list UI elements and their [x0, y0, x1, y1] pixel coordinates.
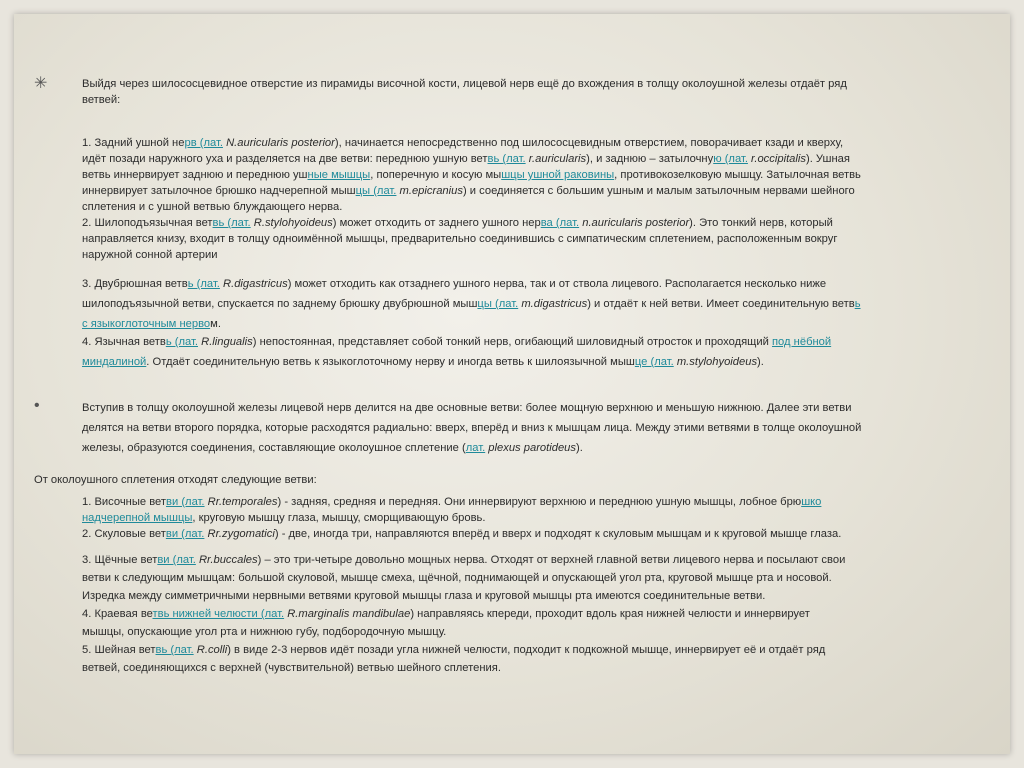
text-line — [82, 231, 837, 247]
text-segment: Rr.zygomatici — [207, 528, 275, 540]
text-segment: Rr.temporales — [207, 496, 278, 508]
text-segment: m.epicranius — [399, 185, 463, 197]
text-segment: иннервирует затылочное брюшко надчерепной мыш — [82, 185, 356, 197]
text-segment: R.marginalis mandibulae — [287, 608, 411, 620]
text-segment: м. — [210, 318, 221, 330]
text-segment: ветви к следующим мышцам: большой скуловой, мышце смеха, щёчной, поднимающей и опускающей угол рта, круговой мышце рта и носовой. — [82, 572, 832, 584]
text-line — [82, 215, 833, 231]
text-line — [82, 494, 821, 510]
text-segment: r.auricularis — [528, 153, 587, 165]
text-segment: шилоподъязычной ветви, спускается по заднему брюшку двубрюшной мыш — [82, 298, 478, 310]
text-segment: ) - задняя, средняя и передняя. Они иннервируют верхнюю и переднюю ушную мышцы, лобное брю — [277, 496, 802, 508]
text-segment: ) непостоянная, представляет собой тонкий нерв, огибающий шиловидный отросток и проходящий — [252, 336, 772, 348]
wiki-link[interactable]: под нёбной — [772, 336, 832, 348]
text-segment: r.occipitalis — [751, 153, 806, 165]
text-segment: От околоушного сплетения отходят следующие ветви: — [34, 474, 317, 486]
text-segment: R.lingualis — [201, 336, 253, 348]
text-line — [82, 606, 810, 622]
text-line — [82, 151, 850, 167]
text-line — [82, 588, 765, 604]
wiki-link[interactable]: ные мышцы — [307, 169, 371, 181]
text-segment: ) - две, иногда три, направляются вперёд и вверх и подходят к скуловым мышцам и к круговой мышце глаза. — [274, 528, 842, 540]
text-segment: 5. Шейная вет — [82, 644, 156, 656]
wiki-link[interactable]: ва (лат. — [540, 217, 580, 229]
text-segment: R.stylohyoideus — [253, 217, 333, 229]
text-segment: , поперечную и косую мы — [370, 169, 502, 181]
slide — [14, 14, 1010, 754]
wiki-link[interactable]: рв (лат. — [184, 137, 223, 149]
text-line — [82, 526, 841, 542]
text-segment: идёт позади наружного уха и разделяется на две ветви: переднюю ушную вет — [82, 153, 488, 165]
text-segment: m.digastricus — [521, 298, 588, 310]
text-line — [82, 510, 485, 526]
wiki-link[interactable]: надчерепной мышцы — [82, 512, 193, 524]
wiki-link[interactable]: ь — [854, 298, 861, 310]
text-segment: . Отдаёт соединительную ветвь к языкоглоточному нерву и иногда ветвь к шилоязычной мыш — [146, 356, 635, 368]
text-segment: , противокозелковую мышцу. Затылочная ветвь — [614, 169, 861, 181]
text-segment: Выйдя через шилососцевидное отверстие из пирамиды височной кости, лицевой нерв ещё до вхождения в толщу околоушной железы отдаёт ряд — [82, 78, 847, 90]
wiki-link[interactable]: ви (лат. — [157, 554, 196, 566]
text-segment: ) направляясь кпереди, проходит вдоль края нижней челюсти и иннервирует — [410, 608, 810, 620]
bullet-marker: • — [34, 397, 40, 414]
text-segment: ) и соединяется с большим ушным и малым затылочным нервами шейного — [462, 185, 855, 197]
text-segment: ) и отдаёт к ней ветви. Имеет соединительную ветв — [587, 298, 855, 310]
text-segment: направляется книзу, входит в толщу одноимённой мышцы, предварительно соединившись с симпатическим сплетением, расположенным вокруг — [82, 233, 838, 245]
text-line — [82, 135, 843, 151]
text-segment: 2. Скуловые вет — [82, 528, 166, 540]
wiki-link[interactable]: ь (лат. — [187, 278, 220, 290]
text-segment: ) может отходить как отзаднего ушного нерва, так и от ствола лицевого. Располагается несколько ниже — [287, 278, 827, 290]
text-line — [82, 420, 861, 436]
wiki-link[interactable]: с языкоглоточным нерво — [82, 318, 211, 330]
wiki-link[interactable]: цы (лат. — [477, 298, 519, 310]
text-segment: 1. Задний ушной не — [82, 137, 185, 149]
text-line — [82, 167, 861, 183]
text-segment: ветвей: — [82, 94, 121, 106]
wiki-link[interactable]: цы (лат. — [355, 185, 397, 197]
text-segment: ). Это тонкий нерв, который — [689, 217, 833, 229]
wiki-link[interactable]: шко — [801, 496, 822, 508]
wiki-link[interactable]: твь нижней челюсти (лат. — [152, 608, 285, 620]
wiki-link[interactable]: це (лат. — [634, 356, 674, 368]
text-line — [82, 354, 764, 370]
text-segment: железы, образуются соединения, составляющие околоушное сплетение ( — [82, 442, 466, 454]
wiki-link[interactable]: ви (лат. — [166, 496, 205, 508]
text-segment: ). — [757, 356, 764, 368]
text-line — [82, 76, 847, 92]
wiki-link[interactable]: миндалиной — [82, 356, 147, 368]
text-segment: R.colli — [196, 644, 228, 656]
text-line — [82, 296, 861, 312]
wiki-link[interactable]: шцы ушной раковины — [501, 169, 615, 181]
text-segment: делятся на ветви второго порядка, которые расходятся радиально: вверх, вперёд и вниз к мышцам лица. Между этими ветвями в толще околоушной — [82, 422, 862, 434]
text-line — [82, 570, 832, 586]
text-line — [82, 440, 583, 456]
wiki-link[interactable]: лат. — [465, 442, 486, 454]
wiki-link[interactable]: ви (лат. — [165, 528, 205, 540]
text-segment: m.stylohyoideus — [676, 356, 758, 368]
text-segment: ). Ушная — [805, 153, 850, 165]
text-segment: ), и заднюю – затылочну — [586, 153, 714, 165]
text-line — [82, 316, 221, 332]
wiki-link[interactable]: вь (лат. — [155, 644, 194, 656]
text-segment: ) – это три-четыре довольно мощных нерва. Отходят от верхней главной ветви лицевого нерва и посылают свои — [257, 554, 846, 566]
text-line — [82, 247, 217, 263]
wiki-link[interactable]: ь (лат. — [165, 336, 198, 348]
text-segment: 4. Язычная ветв — [82, 336, 166, 348]
text-segment: ветвей, соединяющихся с верхней (чувствительной) ветвью шейного сплетения. — [82, 662, 501, 674]
text-segment: 3. Двубрюшная ветв — [82, 278, 188, 290]
text-segment: наружной сонной артерии — [82, 249, 218, 261]
text-segment: n.auricularis posterior — [582, 217, 690, 229]
text-segment: Вступив в толщу околоушной железы лицевой нерв делится на две основные ветви: более мощную верхнюю и меньшую нижнюю. Далее эти ветви — [82, 402, 852, 414]
text-line — [82, 199, 342, 215]
text-segment: R.digastricus — [223, 278, 288, 290]
text-segment: сплетения и с ушной ветвью блуждающего нерва. — [82, 201, 343, 213]
text-segment: Изредка между симметричными нервными ветвями круговой мышцы глаза и круговой мышцы рта имеются соединительные ветви. — [82, 590, 766, 602]
text-segment: ) в виде 2-3 нервов идёт позади угла нижней челюсти, подходит к подкожной мышце, иннервирует её и отдаёт ряд — [227, 644, 826, 656]
text-segment: ). — [576, 442, 583, 454]
wiki-link[interactable]: вь (лат. — [212, 217, 251, 229]
bullet-marker: ✳ — [34, 75, 48, 92]
text-segment: N.auricularis posterior — [226, 137, 335, 149]
text-line — [34, 472, 317, 488]
text-line — [82, 183, 855, 199]
text-segment: plexus parotideus — [488, 442, 576, 454]
wiki-link[interactable]: вь (лат. — [487, 153, 526, 165]
text-segment: ветвь иннервирует заднюю и переднюю уш — [82, 169, 308, 181]
text-segment: ) может отходить от заднего ушного нер — [332, 217, 541, 229]
text-segment: , круговую мышцу глаза, мышцу, сморщивающую бровь. — [192, 512, 486, 524]
text-line — [82, 400, 852, 416]
text-segment: 4. Краевая ве — [82, 608, 153, 620]
text-segment: Rr.buccales — [198, 554, 258, 566]
text-segment: 2. Шилоподъязычная вет — [82, 217, 213, 229]
wiki-link[interactable]: ю (лат. — [713, 153, 748, 165]
text-segment: мышцы, опускающие угол рта и нижнюю губу, подбородочную мышцу. — [82, 626, 447, 638]
text-line — [82, 276, 826, 292]
text-line — [82, 552, 845, 568]
text-line — [82, 624, 446, 640]
text-line — [82, 334, 831, 350]
text-line — [82, 92, 120, 108]
text-line — [82, 642, 825, 658]
text-segment: 1. Височные вет — [82, 496, 167, 508]
text-segment: ), начинается непосредственно под шилососцевидным отверстием, поворачивает кзади и кверху, — [334, 137, 844, 149]
text-line — [82, 660, 501, 676]
text-segment: 3. Щёчные вет — [82, 554, 158, 566]
